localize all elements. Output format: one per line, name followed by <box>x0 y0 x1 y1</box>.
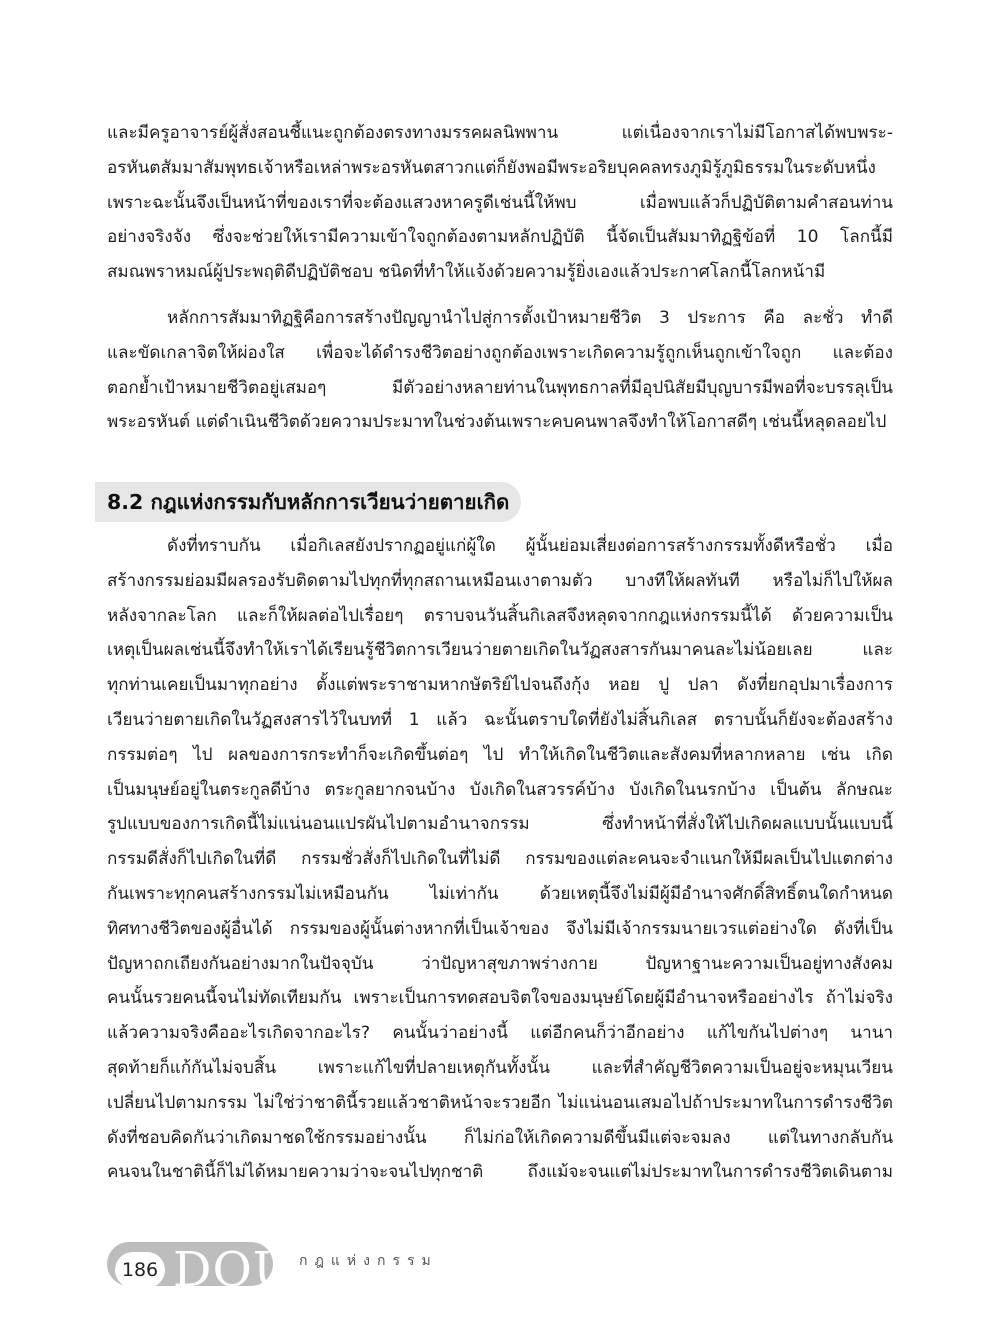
page-footer <box>107 1236 527 1298</box>
paragraph-1 <box>107 116 893 290</box>
text-line: หลักการสัมมาทิฏฐิคือการสร้างปัญญานำไปสู่การตั้งเป้าหมายชีวิต 3 ประการ คือ ละชั่ว ทำดี <box>167 308 893 328</box>
text-line: พระอรหันต์ แต่ดำเนินชีวิตด้วยความประมาทในช่วงต้นเพราะคบคนพาลจึงทำให้โอกาสดีๆ เช่นนี้หลุดลอยไป <box>107 412 887 433</box>
text-line: และขัดเกลาจิตให้ผ่องใส เพื่อจะได้ดำรงชีวิตอย่างถูกต้องเพราะเกิดความรู้ถูกเห็นถูกเข้าใจถูก และต้อง <box>107 342 893 363</box>
section-heading <box>95 482 521 522</box>
text-line: ดังที่ชอบคิดกันว่าเกิดมาชดใช้กรรมอย่างนั้น ก็ไม่ก่อให้เกิดความดีขึ้นมีแต่จะจมลง แต่ในทางกลับกัน <box>107 1127 893 1148</box>
book-title: กฎแห่งกรรม <box>299 1253 438 1269</box>
text-line: ทิศทางชีวิตของผู้อื่นได้ กรรมของผู้นั้นต่างหากที่เป็นเจ้าของ จึงไม่มีเจ้ากรรมนายเวรแต่อย่างใด ดังที่เป็น <box>107 918 893 939</box>
text-line: เป็นมนุษย์อยู่ในตระกูลดีบ้าง ตระกูลยากจนบ้าง บังเกิดในสวรรค์บ้าง บังเกิดในนรกบ้าง เป็นต้น ลักษณะ <box>107 779 893 800</box>
text-line: เวียนว่ายตายเกิดในวัฏสงสารไว้ในบทที่ 1 แล้ว ฉะนั้นตราบใดที่ยังไม่สิ้นกิเลส ตราบนั้นก็ยังจะต้องสร้าง <box>107 709 893 730</box>
text-line: ทุกท่านเคยเป็นมาทุกอย่าง ตั้งแต่พระราชามหากษัตริย์ไปจนถึงกุ้ง หอย ปู ปลา ดังที่ยกอุปมาเรื่องการ <box>107 675 893 696</box>
text-line: ดังที่ทราบกัน เมื่อกิเลสยังปรากฏอยู่แก่ผู้ใด ผู้นั้นย่อมเสี่ยงต่อการสร้างกรรมทั้งดีหรือชั่ว เมื่อ <box>167 536 893 556</box>
page-number-badge <box>107 1242 295 1298</box>
text-line: และมีครูอาจารย์ผู้สั่งสอนชี้แนะถูกต้องตรงทางมรรคผลนิพพาน แต่เนื่องจากเราไม่มีโอกาสได้พบพระ- <box>107 123 893 143</box>
text-line: อรหันตสัมมาสัมพุทธเจ้าหรือเหล่าพระอรหันตสาวกแต่ก็ยังพอมีพระอริยบุคคลทรงภูมิรู้ภูมิธรรมในระดับหนึ่ง <box>107 157 876 178</box>
paragraph-3 <box>107 529 893 1190</box>
dou-logo: DOU <box>173 1242 295 1298</box>
text-line: เหตุเป็นผลเช่นนี้จึงทำให้เราได้เรียนรู้ชีวิตการเวียนว่ายตายเกิดในวัฏสงสารกันมาคนละไม่น้อยเลย และ <box>107 640 893 661</box>
section-heading-text: 8.2 กฎแห่งกรรมกับหลักการเวียนว่ายตายเกิด <box>107 490 510 514</box>
text-line: ตอกย้ำเป้าหมายชีวิตอยู่เสมอๆ มีตัวอย่างหลายท่านในพุทธกาลที่มีอุปนิสัยมีบุญบารมีพอที่จะบรรลุเป็น <box>107 377 893 398</box>
text-line: สร้างกรรมย่อมมีผลรองรับติดตามไปทุกที่ทุกสถานเหมือนเงาตามตัว บางทีให้ผลทันที หรือไม่ก็ไปให้ผล <box>107 570 893 591</box>
text-line: สมณพราหมณ์ผู้ประพฤติดีปฏิบัติชอบ ชนิดที่ทำให้แจ้งด้วยความรู้ยิ่งเองแล้วประกาศโลกนี้โลกหน้ามี <box>107 262 826 283</box>
text-line: สุดท้ายก็แก้กันไม่จบสิ้น เพราะแก้ไขที่ปลายเหตุกันทั้งนั้น และที่สำคัญชีวิตความเป็นอยู่จะหมุนเวียน <box>107 1057 893 1078</box>
paragraph-2 <box>107 301 893 440</box>
text-line: ปัญหาถกเถียงกันอย่างมากในปัจจุบัน ว่าปัญหาสุขภาพร่างกาย ปัญหาฐานะความเป็นอยู่ทางสังคม <box>107 953 893 974</box>
text-line: รูปแบบของการเกิดนี้ไม่แน่นอนแปรผันไปตามอำนาจกรรม ซึ่งทำหน้าที่สั่งให้ไปเกิดผลแบบนั้นแบบนี้ <box>107 814 893 835</box>
text-line: หลังจากละโลก และก็ให้ผลต่อไปเรื่อยๆ ตราบจนวันสิ้นกิเลสจึงหลุดจากกฎแห่งกรรมนี้ได้ ด้วยความเป็น <box>107 605 893 626</box>
text-line: เพราะฉะนั้นจึงเป็นหน้าที่ของเราที่จะต้องแสวงหาครูดีเช่นนี้ให้พบ เมื่อพบแล้วก็ปฏิบัติตามคำสอนท่าน <box>107 192 893 213</box>
text-line: อย่างจริงจัง ซึ่งจะช่วยให้เรามีความเข้าใจถูกต้องตามหลักปฏิบัติ นี้จัดเป็นสัมมาทิฏฐิข้อที่ 10 โลกนี้มี <box>107 227 893 248</box>
text-line: แล้วความจริงคืออะไรเกิดจากอะไร? คนนั้นว่าอย่างนี้ แต่อีกคนก็ว่าอีกอย่าง แก้ไขกันไปต่างๆ นานา <box>107 1023 893 1044</box>
text-line: คนจนในชาตินี้ก็ไม่ได้หมายความว่าจะจนไปทุกชาติ ถึงแม้จะจนแต่ไม่ประมาทในการดำรงชีวิตเดินตาม <box>107 1162 893 1183</box>
page-number: 186 <box>115 1252 165 1288</box>
text-line: กรรมต่อๆ ไป ผลของการกระทำก็จะเกิดขึ้นต่อๆ ไป ทำให้เกิดในชีวิตและสังคมที่หลากหลาย เช่น เกิด <box>107 744 893 765</box>
text-line: คนนั้นรวยคนนี้จนไม่ทัดเทียมกัน เพราะเป็นการทดสอบจิตใจของมนุษย์โดยผู้มีอำนาจหรืออย่างไร ถ้าไม่จริง <box>107 988 893 1009</box>
text-line: กรรมดีสั่งก็ไปเกิดในที่ดี กรรมชั่วสั่งก็ไปเกิดในที่ไม่ดี กรรมของแต่ละคนจะจำแนกให้มีผลเป็นไปแตกต่าง <box>107 849 893 870</box>
text-line: กันเพราะทุกคนสร้างกรรมไม่เหมือนกัน ไม่เท่ากัน ด้วยเหตุนี้จึงไม่มีผู้มีอำนาจศักดิ์สิทธิ์ตนใดกำหนด <box>107 883 893 904</box>
text-line: เปลี่ยนไปตามกรรม ไม่ใช่ว่าชาตินี้รวยแล้วชาติหน้าจะรวยอีก ไม่แน่นอนเสมอไปถ้าประมาทในการดำรงชีวิต <box>107 1092 893 1113</box>
